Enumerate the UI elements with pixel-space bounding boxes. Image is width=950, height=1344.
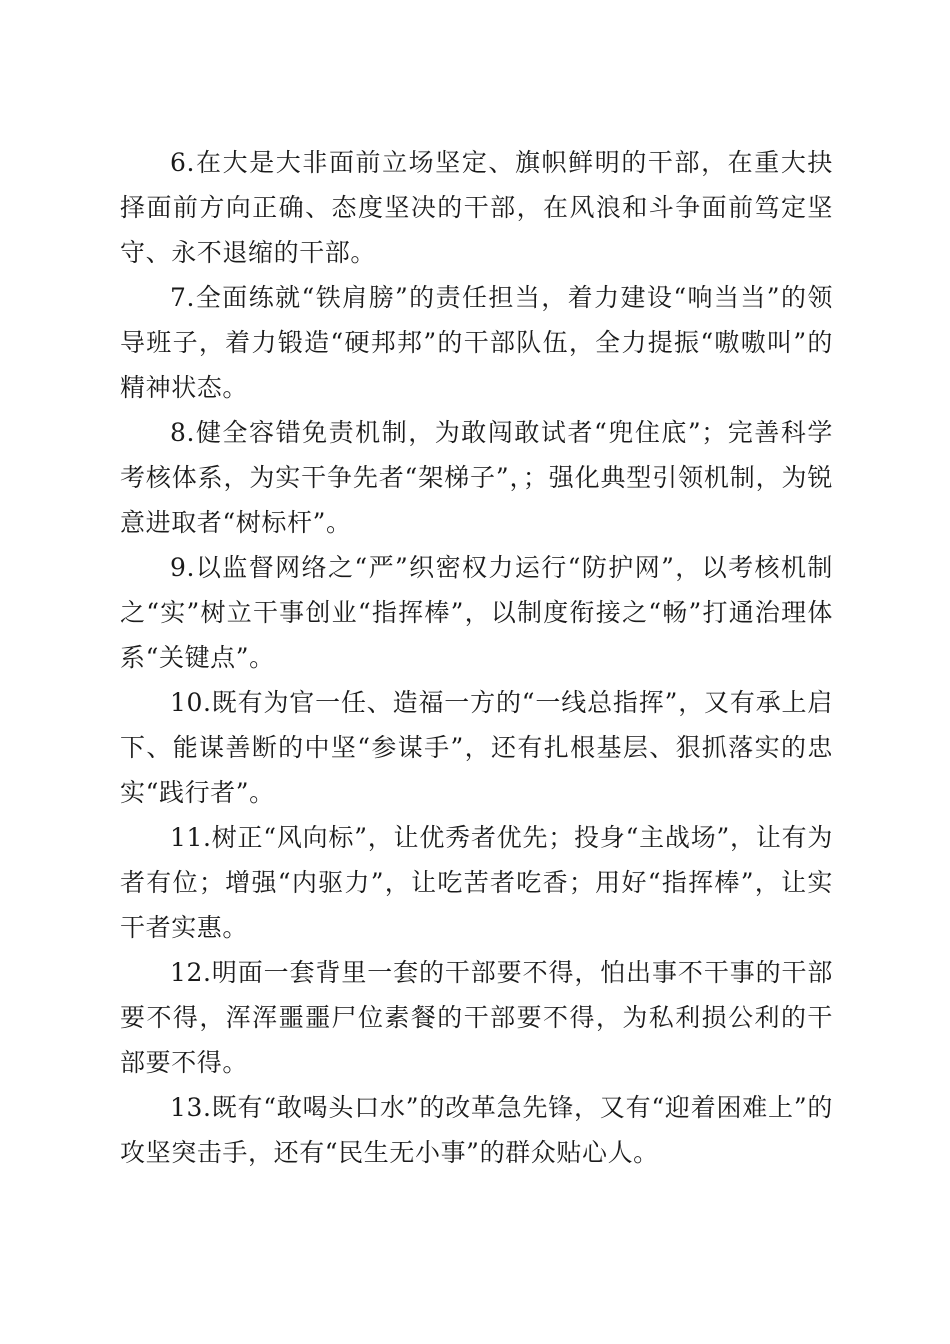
item-text: 既有为官一任、造福一方的“一线总指挥”，又有承上启下、能谋善断的中坚“参谋手”，还有扎根基层、狠抓落实的忠实“践行者”。 — [120, 688, 833, 807]
item-number: 8. — [170, 418, 196, 447]
item-number: 6. — [170, 148, 196, 177]
item-text: 明面一套背里一套的干部要不得，怕出事不干事的干部要不得，浑浑噩噩尸位素餐的干部要不得，为私利损公利的干部要不得。 — [120, 958, 833, 1077]
item-text: 既有“敢喝头口水”的改革急先锋，又有“迎着困难上”的攻坚突击手，还有“民生无小事”的群众贴心人。 — [120, 1093, 833, 1167]
paragraph-13 — [120, 1085, 833, 1175]
paragraph-6 — [120, 140, 833, 275]
paragraph-8 — [120, 410, 833, 545]
paragraph-11 — [120, 815, 833, 950]
document-body — [120, 140, 833, 1175]
item-number: 13. — [170, 1093, 212, 1122]
item-text: 在大是大非面前立场坚定、旗帜鲜明的干部，在重大抉择面前方向正确、态度坚决的干部，在风浪和斗争面前笃定坚守、永不退缩的干部。 — [120, 148, 833, 267]
paragraph-12 — [120, 950, 833, 1085]
item-number: 12. — [170, 958, 212, 987]
item-text: 健全容错免责机制，为敢闯敢试者“兜住底”；完善科学考核体系，为实干争先者“架梯子”，；强化典型引领机制，为锐意进取者“树标杆”。 — [120, 418, 833, 537]
item-number: 9. — [170, 553, 196, 582]
item-text: 以监督网络之“严”织密权力运行“防护网”，以考核机制之“实”树立干事创业“指挥棒”，以制度衔接之“畅”打通治理体系“关键点”。 — [120, 553, 833, 672]
item-text: 树正“风向标”，让优秀者优先；投身“主战场”，让有为者有位；增强“内驱力”，让吃苦者吃香；用好“指挥棒”，让实干者实惠。 — [120, 823, 833, 942]
item-number: 10. — [170, 688, 212, 717]
paragraph-7 — [120, 275, 833, 410]
item-number: 11. — [170, 823, 212, 852]
paragraph-9 — [120, 545, 833, 680]
paragraph-10 — [120, 680, 833, 815]
item-text: 全面练就“铁肩膀”的责任担当，着力建设“响当当”的领导班子，着力锻造“硬邦邦”的干部队伍，全力提振“嗷嗷叫”的精神状态。 — [120, 283, 833, 402]
item-number: 7. — [170, 283, 196, 312]
